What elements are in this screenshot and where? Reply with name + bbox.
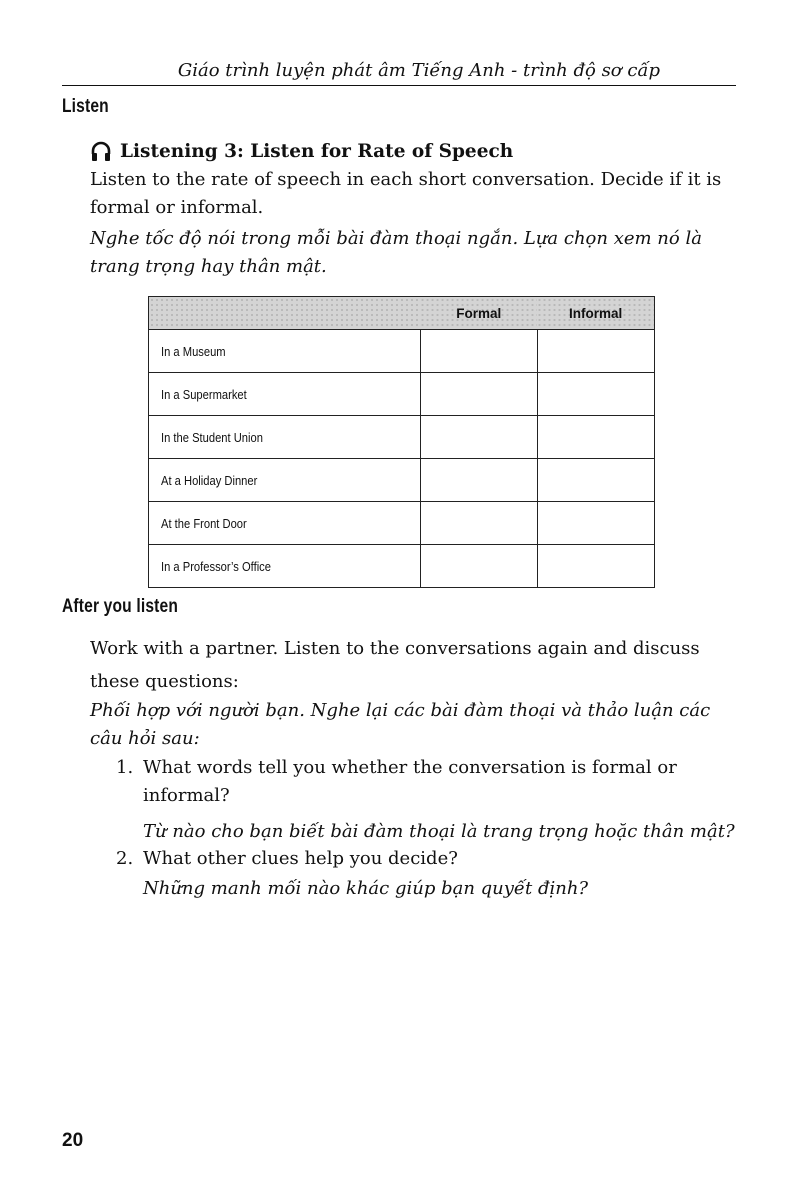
formal-checkbox-cell[interactable] (420, 459, 537, 502)
informal-checkbox-cell[interactable] (537, 330, 654, 373)
listen-heading: Listen (62, 96, 109, 117)
question-text-en: What other clues help you decide? (143, 848, 458, 869)
table-header-informal: Informal (537, 297, 654, 330)
table-cell-place: In a Supermarket (149, 373, 421, 416)
instruction-en: Listen to the rate of speech in each short conversation. Decide if it is formal or informal. (90, 169, 722, 218)
table-header-formal: Formal (420, 297, 537, 330)
question-number: 2. (116, 848, 134, 869)
table-cell-place: At a Holiday Dinner (149, 459, 421, 502)
table-row (149, 373, 655, 416)
table-cell-place: In a Museum (149, 330, 421, 373)
after-instruction-vi: Phối hợp với người bạn. Nghe lại các bài đàm thoại và thảo luận các câu hỏi sau: (90, 700, 711, 749)
headphones-icon (90, 140, 112, 162)
after-you-listen-heading: After you listen (62, 596, 179, 617)
response-table (148, 296, 655, 588)
informal-checkbox-cell[interactable] (537, 502, 654, 545)
table-cell-place: In the Student Union (149, 416, 421, 459)
formal-checkbox-cell[interactable] (420, 545, 537, 588)
table-row (149, 416, 655, 459)
informal-checkbox-cell[interactable] (537, 373, 654, 416)
table-row (149, 502, 655, 545)
question-number: 1. (116, 757, 134, 778)
table-cell-place: At the Front Door (149, 502, 421, 545)
activity-title-text: Listening 3: Listen for Rate of Speech (120, 140, 514, 162)
formal-checkbox-cell[interactable] (420, 502, 537, 545)
activity-title (90, 140, 513, 162)
question-2 (116, 845, 756, 903)
question-text-vi: Từ nào cho bạn biết bài đàm thoại là trang trọng hoặc thân mật? (143, 821, 735, 842)
question-1 (116, 754, 756, 846)
table-row (149, 545, 655, 588)
question-text-vi: Những manh mối nào khác giúp bạn quyết định? (143, 878, 589, 899)
table-row (149, 459, 655, 502)
instruction-vi: Nghe tốc độ nói trong mỗi bài đàm thoại ngắn. Lựa chọn xem nó là trang trọng hay thân mật. (90, 228, 702, 277)
informal-checkbox-cell[interactable] (537, 459, 654, 502)
informal-checkbox-cell[interactable] (537, 416, 654, 459)
formal-checkbox-cell[interactable] (420, 330, 537, 373)
after-instruction-en: Work with a partner. Listen to the conversations again and discuss these questions: (90, 638, 700, 692)
page-number: 20 (62, 1130, 84, 1151)
question-text-en: What words tell you whether the conversation is formal or informal? (143, 757, 677, 806)
table-row (149, 330, 655, 373)
table-header-blank (149, 297, 421, 330)
table-cell-place: In a Professor’s Office (149, 545, 421, 588)
formal-checkbox-cell[interactable] (420, 416, 537, 459)
formal-checkbox-cell[interactable] (420, 373, 537, 416)
running-header: Giáo trình luyện phát âm Tiếng Anh - trình độ sơ cấp (62, 60, 736, 86)
informal-checkbox-cell[interactable] (537, 545, 654, 588)
